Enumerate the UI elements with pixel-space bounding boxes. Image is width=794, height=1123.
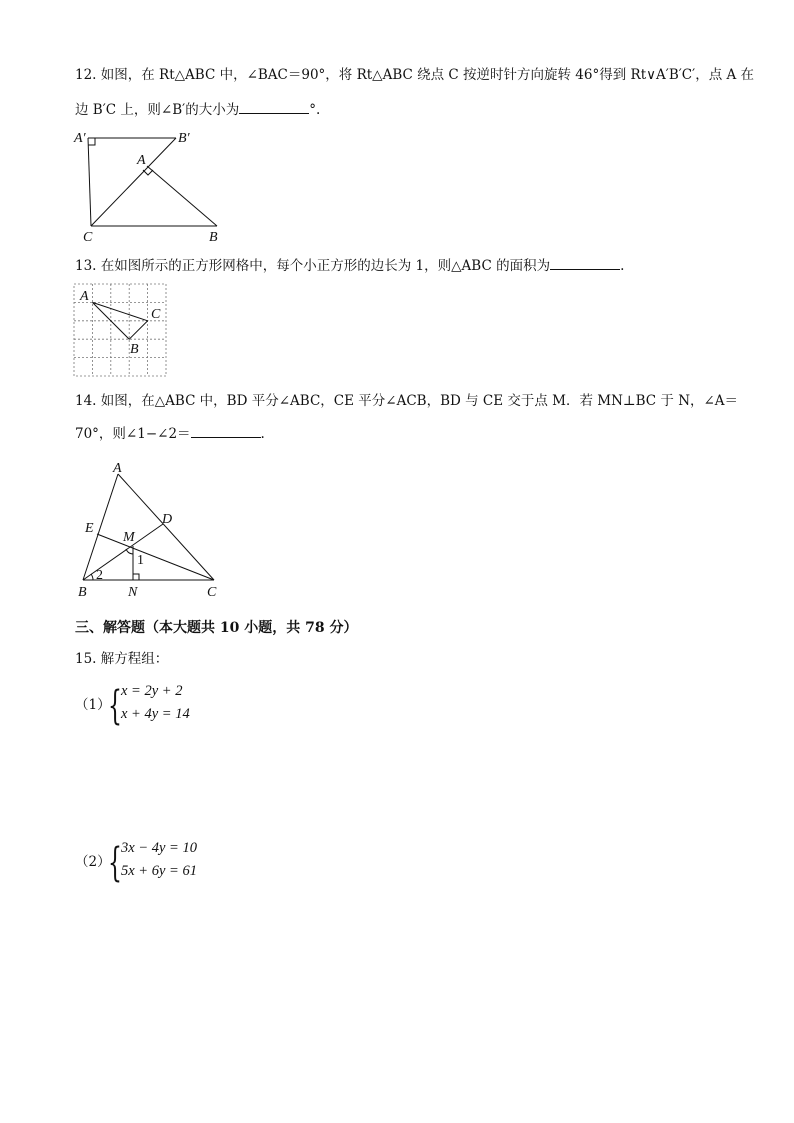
q14-line1: 14. 如图，在△ABC 中，BD 平分∠ABC，CE 平分∠ACB，BD 与 CE 交于点 M．若 MN⊥BC 于 N，∠A＝ [75,393,739,409]
q14-line2-post: . [260,426,265,442]
q15-part2-eq2: 5x + 6y = 61 [121,863,197,879]
q15-part1-eq1: x = 2y + 2 [121,683,183,699]
q12-label-B: B [209,230,218,245]
q14-label-D: D [162,512,173,527]
q15-part1-label: （1） [75,697,111,713]
left-brace-icon: { [108,683,122,729]
q13-label-A: A [80,289,89,304]
q12-line1: 12. 如图，在 Rt△ABC 中，∠BAC＝90°，将 Rt△ABC 绕点 C 按逆时针方向旋转 46°得到 Rt∨A′B′C′，点 A 在 [75,67,755,83]
q14-label-1: 1 [137,553,144,568]
q14-label-2: 2 [96,568,103,583]
section-heading: 三、解答题（本大题共 10 小题，共 78 分） [75,620,358,636]
q12-line2-pre: 边 B′C 上，则∠B′的大小为 [75,102,240,118]
q13-label-C: C [151,307,161,322]
q14-label-E: E [85,521,94,536]
q14-angle-mark-2 [91,574,93,580]
q12-label-C: C [83,230,93,245]
q15-part1-eq2: x + 4y = 14 [121,706,190,722]
q13-text-pre: 13. 在如图所示的正方形网格中，每个小正方形的边长为 1，则△ABC 的面积为 [75,258,551,274]
q13-label-B: B [130,342,139,357]
q14-label-C: C [207,585,217,600]
q14-label-N: N [128,585,138,600]
q14-segment-AC [118,474,214,580]
q12-line2-post: °. [309,102,321,118]
q14-label-A: A [113,461,122,476]
q12-label-A': A′ [74,131,86,146]
q15-part2-eq1: 3x − 4y = 10 [121,840,197,856]
q14-label-M: M [123,530,135,545]
q14-right-angle-mark-N [133,574,139,580]
q12-label-B': B′ [178,131,190,146]
q14-segment-CE [97,534,214,580]
q14-line2-pre: 70°，则∠1−∠2＝ [75,426,191,442]
q15-title: 15. 解方程组： [75,651,169,667]
q13-text-post: . [620,258,625,274]
q12-label-A: A [137,153,146,168]
q14-label-B: B [78,585,87,600]
q15-part2-label: （2） [75,854,111,870]
left-brace-icon: { [108,840,122,886]
